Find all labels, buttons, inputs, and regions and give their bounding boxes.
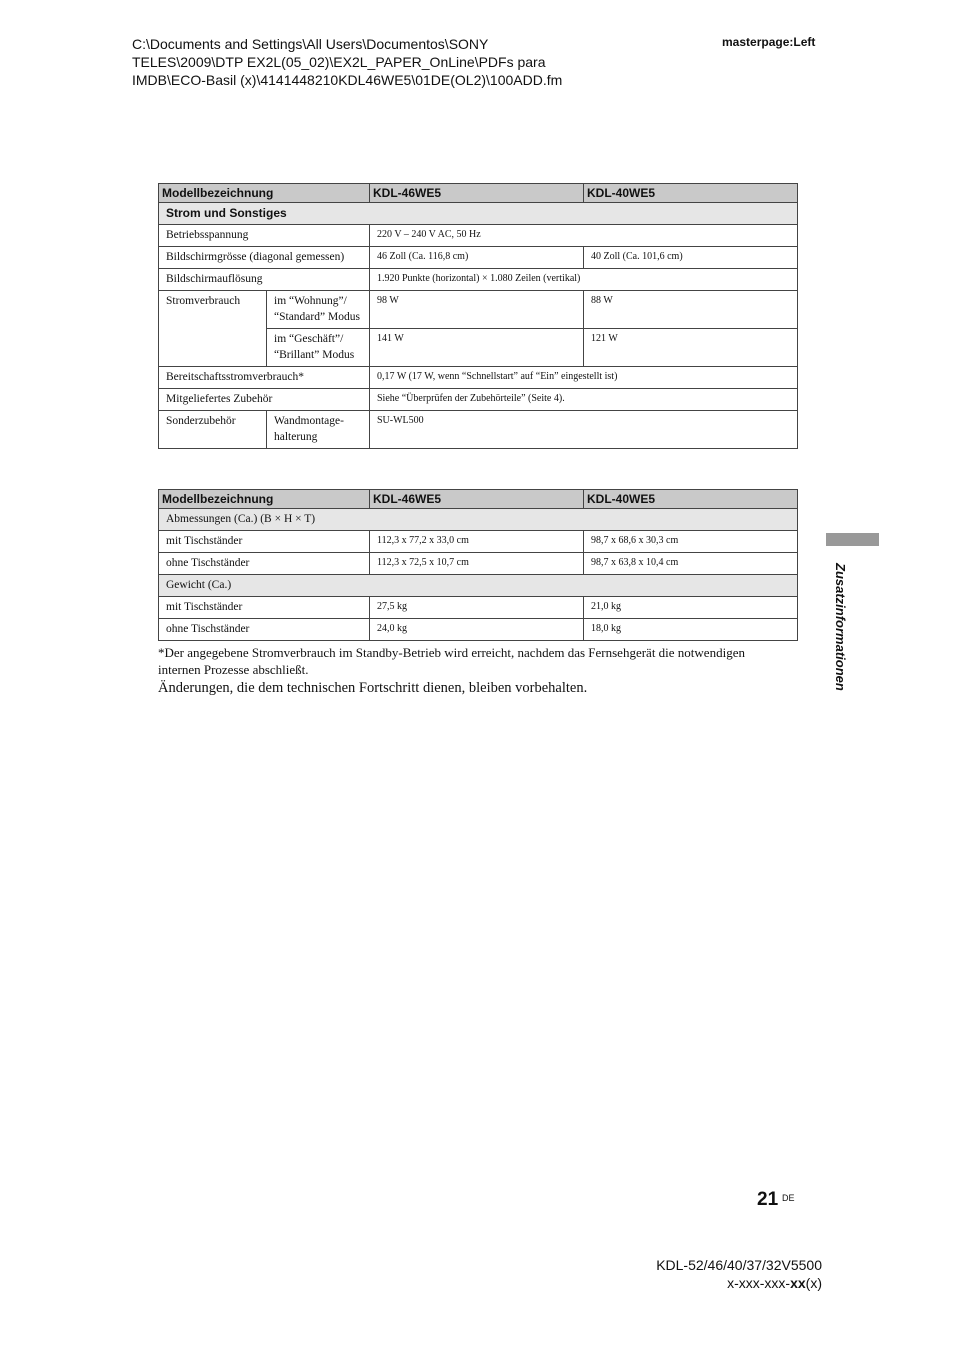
row-value: 141 W [370, 329, 584, 367]
file-path-line: TELES\2009\DTP EX2L(05_02)\EX2L_PAPER_OnLine\PDFs para [132, 54, 546, 70]
row-value: 24,0 kg [370, 619, 584, 641]
row-sublabel: Wandmontage-halterung [267, 411, 370, 449]
power-spec-table [158, 183, 798, 449]
page-number: 21 [757, 1189, 779, 1210]
page-language: DE [782, 1193, 795, 1203]
row-sublabel: im “Geschäft”/ “Brillant” Modus [267, 329, 370, 367]
row-label: ohne Tischständer [159, 553, 370, 575]
row-value: 121 W [584, 329, 798, 367]
row-value: 88 W [584, 291, 798, 329]
dimensions-spec-table [158, 489, 798, 641]
row-value: Siehe “Überprüfen der Zubehörteile” (Seite 4). [370, 389, 798, 411]
footer-code-prefix: x-xxx-xxx- [727, 1275, 791, 1291]
table-row [159, 411, 798, 449]
section-row [159, 509, 798, 531]
row-value: 112,3 x 72,5 x 10,7 cm [370, 553, 584, 575]
row-label: Sonderzubehör [159, 411, 267, 449]
table-row [159, 291, 798, 329]
header-cell-kdl40: KDL-40WE5 [584, 184, 798, 203]
table-header-row [159, 184, 798, 203]
section-title: Strom und Sonstiges [159, 203, 798, 225]
row-value: 40 Zoll (Ca. 101,6 cm) [584, 247, 798, 269]
row-label: Bildschirmauflösung [159, 269, 370, 291]
table-row [159, 597, 798, 619]
header-cell-kdl40: KDL-40WE5 [584, 490, 798, 509]
header-cell-model: Modellbezeichnung [159, 184, 370, 203]
row-label: mit Tischständer [159, 531, 370, 553]
section-title: Abmessungen (Ca.) (B × H × T) [159, 509, 798, 531]
header-cell-kdl46: KDL-46WE5 [370, 184, 584, 203]
side-section-label: Zusatzinformationen [833, 563, 848, 691]
file-path-line: C:\Documents and Settings\All Users\Documentos\SONY [132, 36, 489, 52]
table-row [159, 389, 798, 411]
row-value: 98,7 x 63,8 x 10,4 cm [584, 553, 798, 575]
footer-code-bold: xx [790, 1275, 806, 1291]
footer-code [656, 1274, 822, 1292]
row-label: Bereitschaftsstromverbrauch* [159, 367, 370, 389]
standby-footnote: *Der angegebene Stromverbrauch im Standby-Betrieb wird erreicht, nachdem das Fernsehgerät die notwendigen internen Prozesse abschließt. [158, 645, 745, 677]
file-path-header [132, 35, 632, 89]
table-row [159, 531, 798, 553]
row-value: 112,3 x 77,2 x 33,0 cm [370, 531, 584, 553]
row-sublabel: im “Wohnung”/ “Standard” Modus [267, 291, 370, 329]
row-value: 98 W [370, 291, 584, 329]
table-header-row [159, 490, 798, 509]
row-value: 220 V – 240 V AC, 50 Hz [370, 225, 798, 247]
row-value: 0,17 W (17 W, wenn “Schnellstart” auf “Ein” eingestellt ist) [370, 367, 798, 389]
footer-code-suffix: (x) [805, 1275, 822, 1291]
row-label: Stromverbrauch [159, 291, 267, 367]
changes-notice: Änderungen, die dem technischen Fortschritt dienen, bleiben vorbehalten. [158, 680, 588, 696]
row-value: 46 Zoll (Ca. 116,8 cm) [370, 247, 584, 269]
row-label: ohne Tischständer [159, 619, 370, 641]
table-row [159, 619, 798, 641]
table-row [159, 367, 798, 389]
file-path-line: IMDB\ECO-Basil (x)\4141448210KDL46WE5\01DE(OL2)\100ADD.fm [132, 72, 563, 88]
header-cell-kdl46: KDL-46WE5 [370, 490, 584, 509]
header-cell-model: Modellbezeichnung [159, 490, 370, 509]
footer-model-info [656, 1256, 822, 1292]
row-value: 98,7 x 68,6 x 30,3 cm [584, 531, 798, 553]
row-value: 27,5 kg [370, 597, 584, 619]
section-row [159, 203, 798, 225]
row-label: Bildschirmgrösse (diagonal gemessen) [159, 247, 370, 269]
table-row [159, 553, 798, 575]
row-label: Betriebsspannung [159, 225, 370, 247]
row-value: 21,0 kg [584, 597, 798, 619]
row-value: 18,0 kg [584, 619, 798, 641]
table-row [159, 225, 798, 247]
section-row [159, 575, 798, 597]
table-row [159, 247, 798, 269]
footer-model: KDL-52/46/40/37/32V5500 [656, 1257, 822, 1273]
row-value: 1.920 Punkte (horizontal) × 1.080 Zeilen (vertikal) [370, 269, 798, 291]
section-tab-marker [826, 533, 879, 546]
row-value: SU-WL500 [370, 411, 798, 449]
row-label: mit Tischständer [159, 597, 370, 619]
masterpage-label: masterpage:Left [722, 35, 816, 49]
table-row [159, 269, 798, 291]
section-title: Gewicht (Ca.) [159, 575, 798, 597]
row-label: Mitgeliefertes Zubehör [159, 389, 370, 411]
